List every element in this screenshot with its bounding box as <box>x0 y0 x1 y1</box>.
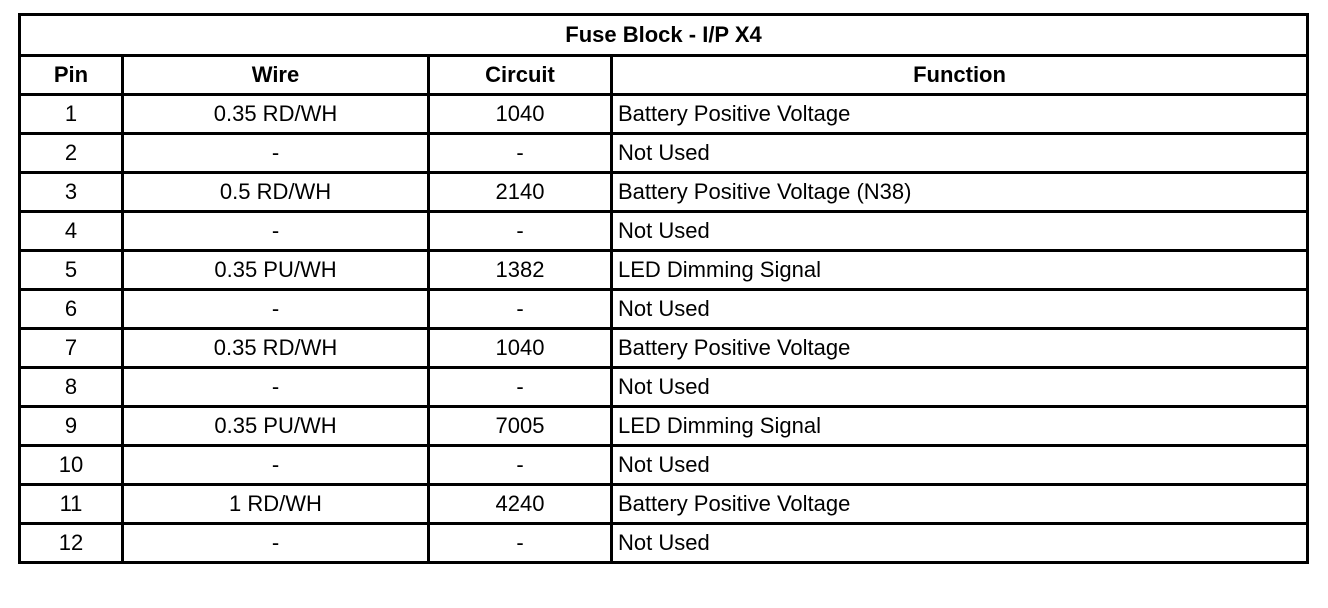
cell-circuit: 1040 <box>429 329 612 368</box>
cell-circuit: 4240 <box>429 485 612 524</box>
cell-circuit: - <box>429 290 612 329</box>
table-row <box>20 407 1308 446</box>
connector-pinout-table <box>18 13 1309 564</box>
cell-function: Battery Positive Voltage (N38) <box>612 173 1308 212</box>
cell-wire: - <box>123 212 429 251</box>
table-row <box>20 173 1308 212</box>
cell-circuit: 2140 <box>429 173 612 212</box>
title-row <box>20 15 1308 56</box>
cell-pin: 1 <box>20 95 123 134</box>
table-row <box>20 485 1308 524</box>
cell-function: LED Dimming Signal <box>612 251 1308 290</box>
cell-pin: 11 <box>20 485 123 524</box>
cell-pin: 12 <box>20 524 123 563</box>
cell-wire: - <box>123 446 429 485</box>
table-body <box>20 95 1308 563</box>
cell-wire: 0.35 RD/WH <box>123 329 429 368</box>
table-head <box>20 15 1308 95</box>
table-row <box>20 290 1308 329</box>
cell-circuit: - <box>429 212 612 251</box>
cell-function: Battery Positive Voltage <box>612 329 1308 368</box>
cell-wire: - <box>123 290 429 329</box>
table-row <box>20 446 1308 485</box>
table-row <box>20 368 1308 407</box>
cell-function: Not Used <box>612 368 1308 407</box>
cell-pin: 2 <box>20 134 123 173</box>
table-title: Fuse Block - I/P X4 <box>20 15 1308 56</box>
header-wire: Wire <box>123 56 429 95</box>
cell-function: Not Used <box>612 290 1308 329</box>
table-row <box>20 524 1308 563</box>
cell-function: Not Used <box>612 212 1308 251</box>
cell-wire: 0.35 PU/WH <box>123 407 429 446</box>
cell-function: Battery Positive Voltage <box>612 95 1308 134</box>
header-circuit: Circuit <box>429 56 612 95</box>
cell-wire: - <box>123 524 429 563</box>
table-row <box>20 134 1308 173</box>
cell-wire: 0.5 RD/WH <box>123 173 429 212</box>
cell-function: Not Used <box>612 524 1308 563</box>
cell-wire: 0.35 RD/WH <box>123 95 429 134</box>
table-row <box>20 212 1308 251</box>
cell-circuit: - <box>429 524 612 563</box>
cell-pin: 10 <box>20 446 123 485</box>
cell-function: Not Used <box>612 134 1308 173</box>
cell-function: Battery Positive Voltage <box>612 485 1308 524</box>
cell-circuit: 1040 <box>429 95 612 134</box>
cell-function: Not Used <box>612 446 1308 485</box>
table-row <box>20 251 1308 290</box>
cell-circuit: 1382 <box>429 251 612 290</box>
cell-wire: 1 RD/WH <box>123 485 429 524</box>
table-row <box>20 95 1308 134</box>
cell-pin: 7 <box>20 329 123 368</box>
cell-function: LED Dimming Signal <box>612 407 1308 446</box>
cell-wire: - <box>123 368 429 407</box>
cell-pin: 5 <box>20 251 123 290</box>
cell-wire: 0.35 PU/WH <box>123 251 429 290</box>
cell-pin: 8 <box>20 368 123 407</box>
cell-pin: 4 <box>20 212 123 251</box>
cell-pin: 6 <box>20 290 123 329</box>
cell-pin: 9 <box>20 407 123 446</box>
cell-circuit: - <box>429 368 612 407</box>
cell-circuit: - <box>429 446 612 485</box>
cell-pin: 3 <box>20 173 123 212</box>
table-row <box>20 329 1308 368</box>
cell-circuit: 7005 <box>429 407 612 446</box>
header-row <box>20 56 1308 95</box>
header-pin: Pin <box>20 56 123 95</box>
header-function: Function <box>612 56 1308 95</box>
cell-circuit: - <box>429 134 612 173</box>
cell-wire: - <box>123 134 429 173</box>
